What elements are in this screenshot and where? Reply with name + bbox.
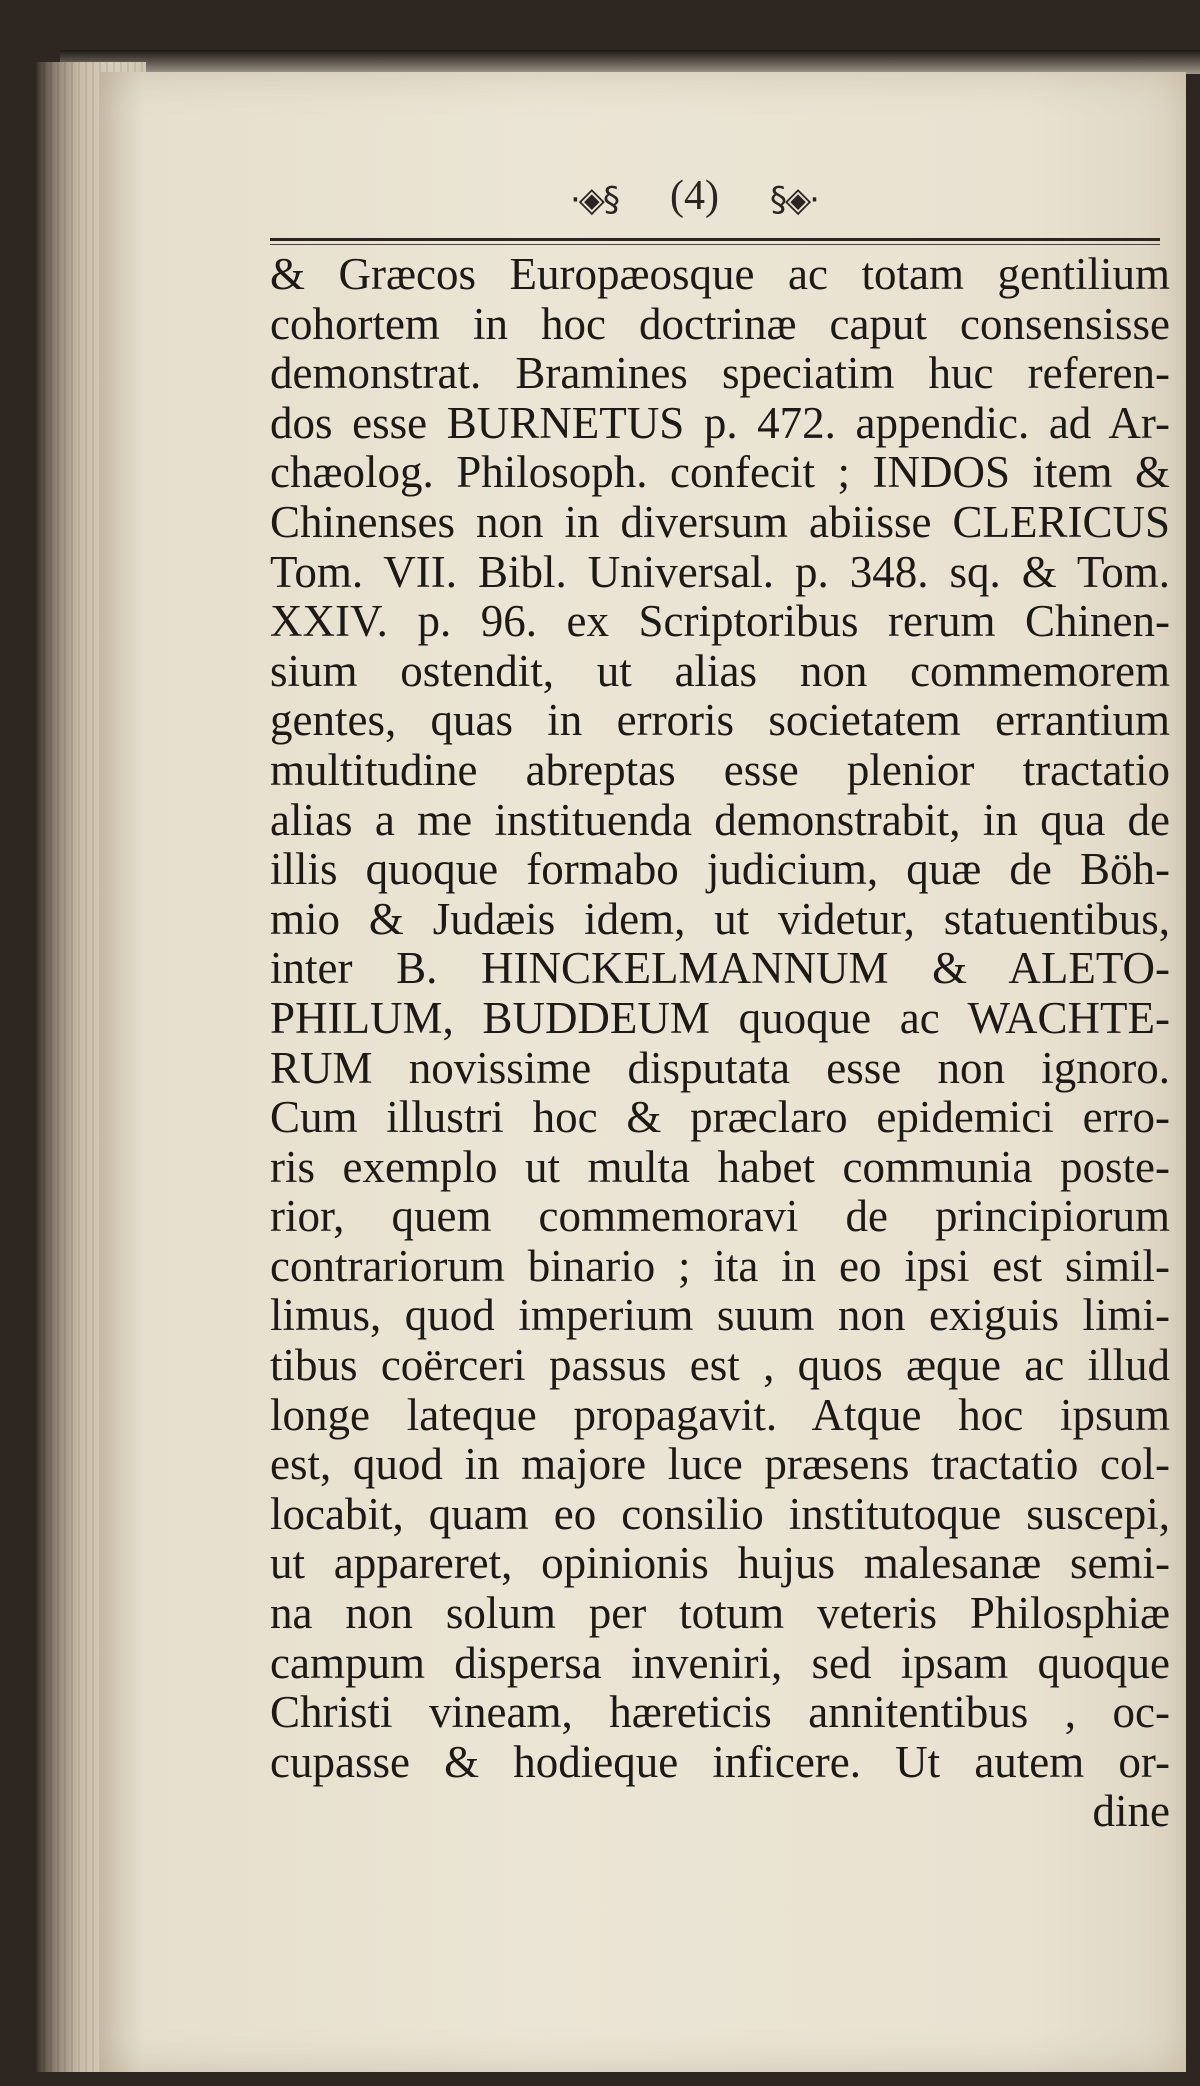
text-line: na non solum per totum veteris Philosphiæ [270,1588,1170,1639]
text-line: tibus coërceri passus est , quos æque ac illud [270,1340,1170,1391]
text-line: cupasse & hodieque inficere. Ut autem or- [270,1736,1170,1787]
text-line: Cum illustri hoc & præclaro epidemici erro- [270,1092,1170,1143]
text-line: sium ostendit, ut alias non commemorem [270,645,1170,696]
text-line: Christi vineam, hæreticis annitentibus , oc- [270,1687,1170,1738]
page-header [270,170,1160,250]
text-line: rior, quem commemoravi de principiorum [270,1191,1170,1242]
text-line: PHILUM, BUDDEUM quoque ac WACHTE- [270,992,1170,1043]
text-line: demonstrat. Bramines speciatim huc referen- [270,348,1170,399]
text-line: multitudine abreptas esse plenior tractatio [270,744,1170,795]
text-line: Chinenses non in diversum abiisse CLERICUS [270,496,1170,547]
text-line: dine [1092,1786,1170,1837]
text-line: longe lateque propagavit. Atque hoc ipsum [270,1389,1170,1440]
ornament-right-icon: §◈· [770,180,818,220]
ornament-left-icon: ·◈§ [570,180,618,220]
text-line: cohortem in hoc doctrinæ caput consensisse [270,298,1170,349]
text-line: RUM novissime disputata esse non ignoro. [270,1042,1170,1093]
text-line: Tom. VII. Bibl. Universal. p. 348. sq. & Tom. [270,546,1170,597]
header-rule-thin [270,244,1160,245]
text-line: & Græcos Europæosque ac totam gentilium [270,249,1170,299]
text-line: contrariorum binario ; ita in eo ipsi est simil- [270,1240,1170,1291]
text-line: ris exemplo ut multa habet communia poste- [270,1141,1170,1192]
text-line: dos esse BURNETUS p. 472. appendic. ad Ar- [270,397,1170,448]
header-rule [270,238,1160,241]
body-text [270,250,1170,1837]
book-top-edge [60,50,1200,74]
text-line: alias a me instituenda demonstrabit, in qua de [270,794,1170,845]
text-line: est, quod in majore luce præsens tractatio col- [270,1439,1170,1490]
text-line: inter B. HINCKELMANNUM & ALETO- [270,943,1170,994]
text-line: mio & Judæis idem, ut videtur, statuentibus, [270,893,1170,944]
text-line: chæolog. Philosoph. confecit ; INDOS item & [270,447,1170,498]
text-line: XXIV. p. 96. ex Scriptoribus rerum Chinen- [270,596,1170,647]
page-number: (4) [670,173,719,219]
text-line: ut appareret, opinionis hujus malesanæ semi- [270,1538,1170,1589]
text-line: campum dispersa inveniri, sed ipsam quoque [270,1637,1170,1688]
text-line: gentes, quas in erroris societatem errantium [270,695,1170,746]
text-line: illis quoque formabo judicium, quæ de Böh- [270,844,1170,895]
text-line: limus, quod imperium suum non exiguis limi- [270,1290,1170,1341]
text-line: locabit, quam eo consilio institutoque suscepi, [270,1488,1170,1539]
